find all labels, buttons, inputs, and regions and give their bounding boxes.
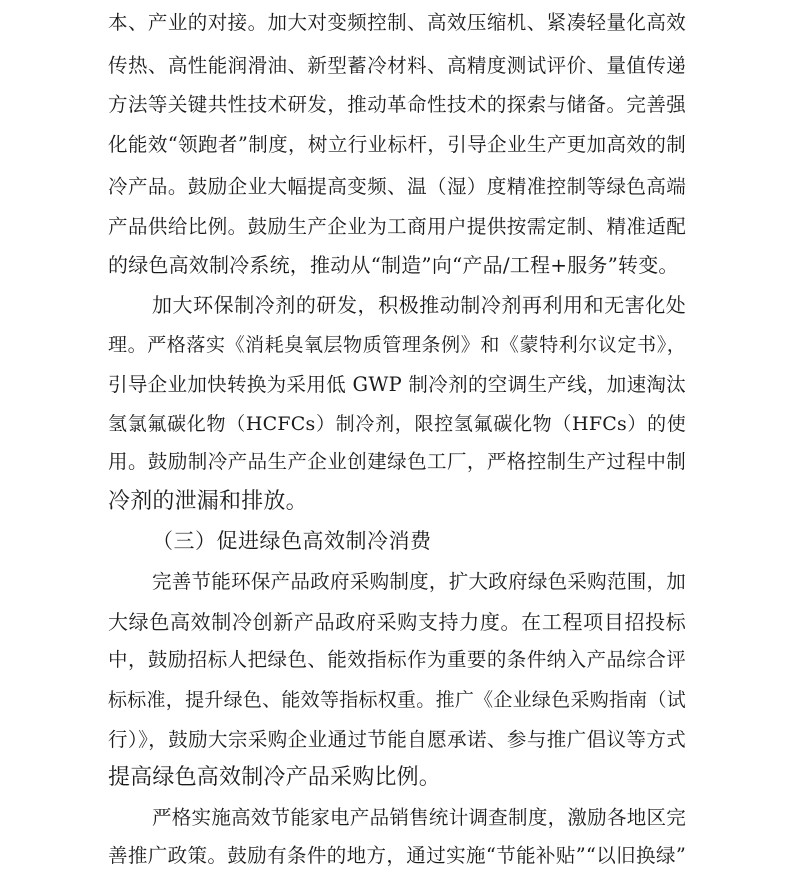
text-line: 行）》，鼓励大宗采购企业通过节能自愿承诺、参与推广倡议等方式 [108,728,686,751]
text-line: 理。严格落实《消耗臭氧层物质管理条例》和《蒙特利尔议定书》， [108,334,686,356]
text-line: 氢氯氟碳化物（HCFCs）制冷剂，限控氢氟碳化物（HFCs）的使 [108,413,686,435]
text-line: 传热、高性能润滑油、新型蓄冷材料、高精度测试评价、量值传递 [108,54,686,77]
text-line: 完善节能环保产品政府采购制度，扩大政府绿色采购范围，加 [152,570,686,593]
text-line: 本、产业的对接。加大对变频控制、高效压缩机、紧凑轻量化高效 [108,11,686,34]
section-heading: （三）促进绿色高效制冷消费 [152,529,432,553]
text-line: 用。鼓励制冷产品生产企业创建绿色工厂，严格控制生产过程中制 [108,450,686,473]
text-line: 引导企业加快转换为采用低 GWP 制冷剂的空调生产线，加速淘汰 [108,373,686,396]
text-line: 大绿色高效制冷创新产品政府采购支持力度。在工程项目招投标 [108,610,686,634]
text-line: 冷剂的泄漏和排放。 [108,489,308,514]
text-line: 冷产品。鼓励企业大幅提高变频、温（湿）度精准控制等绿色高端 [108,175,686,198]
text-line: 的绿色高效制冷系统，推动从“制造”向“产品/工程+服务”转变。 [108,253,679,277]
text-line: 方法等关键共性技术研发，推动革命性技术的探索与储备。完善强 [108,93,686,116]
text-line: 产品供给比例。鼓励生产企业为工商用户提供按需定制、精准适配 [108,215,686,238]
text-line: 标标准，提升绿色、能效等指标权重。推广《企业绿色采购指南（试 [108,689,686,711]
text-line: 严格实施高效节能家电产品销售统计调查制度，激励各地区完 [152,806,686,829]
text-line: 提高绿色高效制冷产品采购比例。 [108,765,442,790]
text-line: 中，鼓励招标人把绿色、能效指标作为重要的条件纳入产品综合评 [108,648,686,671]
text-line: 加大环保制冷剂的研发，积极推动制冷剂再利用和无害化处 [152,293,686,317]
text-line: 化能效“领跑者”制度，树立行业标杆，引导企业生产更加高效的制 [108,133,686,156]
text-line: 善推广政策。鼓励有条件的地方，通过实施“节能补贴”“以旧换绿” [108,844,686,867]
